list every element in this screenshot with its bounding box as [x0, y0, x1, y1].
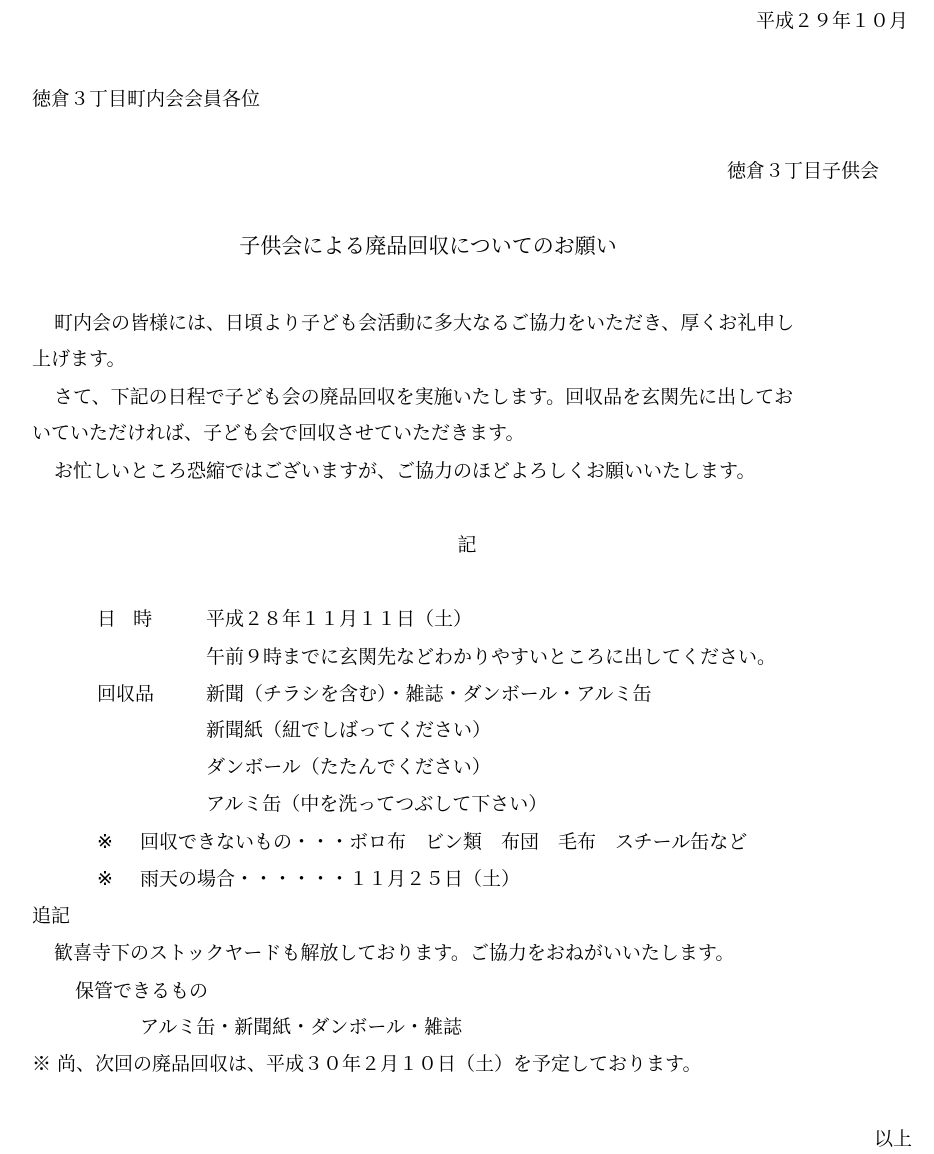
- body-paragraph-3: お忙しいところ恐縮ではございますが、ご協力のほどよろしくお願いいたします。: [54, 460, 756, 482]
- addressee: 徳倉３丁目町内会会員各位: [32, 88, 261, 110]
- item: 新聞（チラシを含む）・雑誌・ダンボール・アルミ缶: [206, 683, 652, 705]
- postscript-line: 保管できるもの: [75, 980, 209, 1002]
- note-mark: ※: [97, 868, 113, 890]
- items-label: 回収品: [97, 683, 155, 705]
- ki-heading: 記: [457, 534, 477, 556]
- note-mark: ※: [97, 831, 113, 853]
- body-paragraph-2-line-1: さて、下記の日程で子ども会の廃品回収を実施いたします。回収品を玄関先に出してお: [54, 386, 794, 408]
- item: アルミ缶（中を洗ってつぶして下さい）: [206, 793, 548, 815]
- issue-date: 平成２９年１０月: [755, 10, 908, 32]
- postscript-heading: 追記: [32, 905, 71, 927]
- note-rain-date: 雨天の場合・・・・・・１１月２５日（土）: [140, 868, 521, 890]
- postscript-line: 歓喜寺下のストックヤードも解放しております。ご協力をおねがいいたします。: [54, 942, 735, 964]
- datetime-label: 日時: [97, 608, 170, 630]
- sender: 徳倉３丁目子供会: [726, 160, 879, 182]
- datetime-instruction: 午前９時までに玄関先などわかりやすいところに出してください。: [206, 646, 777, 668]
- postscript-next-collection: ※ 尚、次回の廃品回収は、平成３０年２月１０日（土）を予定しております。: [32, 1053, 702, 1075]
- body-paragraph-1-line-2: 上げます。: [32, 348, 126, 370]
- body-paragraph-2-line-2: いていただければ、子ども会で回収させていただきます。: [32, 422, 525, 444]
- body-paragraph-1-line-1: 町内会の皆様には、日頃より子ども会活動に多大なるご協力をいただき、厚くお礼申し: [54, 312, 795, 334]
- document-title: 子供会による廃品回収についてのお願い: [239, 234, 617, 258]
- note-uncollectable: 回収できないもの・・・ボロ布 ビン類 布団 毛布 スチール缶など: [140, 831, 748, 853]
- item: 新聞紙（紐でしばってください）: [206, 719, 492, 741]
- postscript-line: アルミ缶・新聞紙・ダンボール・雑誌: [140, 1016, 463, 1038]
- closing-mark: 以上: [873, 1128, 912, 1150]
- datetime-value: 平成２８年１１月１１日（土）: [206, 608, 473, 630]
- item: ダンボール（たたんでください）: [206, 756, 491, 778]
